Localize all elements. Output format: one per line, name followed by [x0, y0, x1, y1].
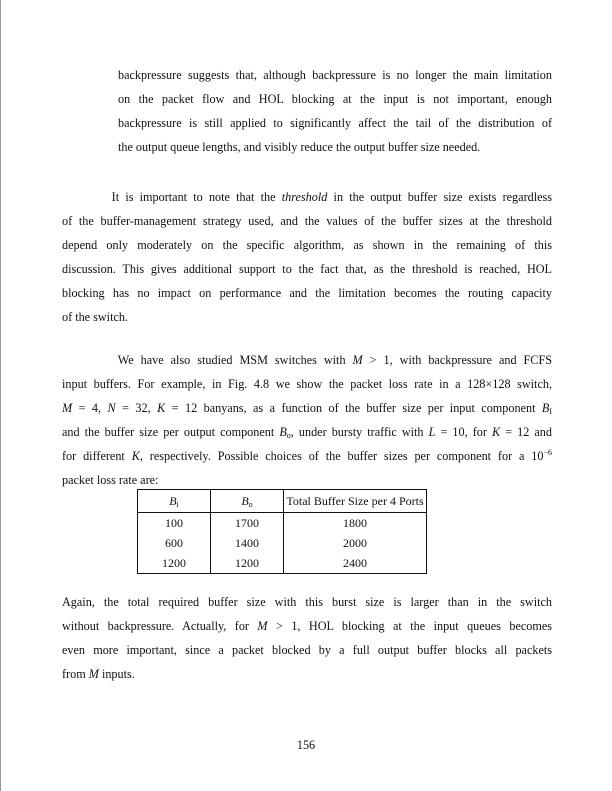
text-segment: > 1, HOL blocking at the input queues becomes	[267, 619, 552, 633]
text-segment: blocking has no impact on performance and the limitation becomes the routing capacity	[62, 286, 552, 300]
table-row	[138, 553, 427, 574]
text-segment: inputs.	[98, 667, 135, 681]
header-bo: $B_o$	[211, 490, 284, 513]
text-line	[62, 594, 552, 610]
text-line	[62, 618, 552, 634]
header-bi: $B_i$	[138, 490, 211, 513]
text-segment: L	[428, 425, 436, 439]
text-segment: M	[88, 667, 99, 681]
table-row	[138, 513, 427, 534]
cell: 1700	[211, 513, 284, 534]
text-segment: for different	[62, 449, 132, 463]
table-header-row	[138, 490, 427, 513]
cell: 2000	[284, 533, 427, 553]
text-segment: and the buffer size per output component	[62, 425, 280, 439]
text-segment: = 4,	[72, 401, 108, 415]
text-line	[118, 67, 552, 83]
text-segment: packet loss rate are:	[62, 473, 159, 487]
table-row	[138, 533, 427, 553]
cell: 600	[138, 533, 211, 553]
text-segment: even more important, since a packet blocked by a full output buffer blocks all packets	[62, 643, 552, 657]
cell: 1200	[211, 553, 284, 574]
text-line	[118, 139, 552, 155]
page-edge	[0, 0, 1, 791]
text-segment: We have also studied MSM switches with	[62, 353, 353, 367]
cell: 1400	[211, 533, 284, 553]
text-line	[62, 309, 552, 325]
text-segment: K	[491, 425, 501, 439]
cell: 100	[138, 513, 211, 534]
cell: 2400	[284, 553, 427, 574]
text-segment: M	[62, 401, 73, 415]
text-segment: depend only moderately on the specific algorithm, as shown in the remaining of this	[62, 238, 552, 252]
text-segment: of the buffer-management strategy used, and the values of the buffer sizes at the threshold	[62, 214, 552, 228]
text-segment: threshold	[281, 190, 328, 204]
text-segment: , respectively. Possible choices of the buffer sizes per component for a 10	[139, 449, 544, 463]
text-line	[118, 115, 552, 131]
text-line	[62, 376, 552, 392]
text-segment: on the packet flow and HOL blocking at the input is not important, enough	[118, 92, 552, 106]
text-segment: I	[549, 407, 553, 416]
text-segment: B	[541, 401, 550, 415]
text-segment: in the output buffer size exists regardless	[327, 190, 552, 204]
text-line	[62, 237, 552, 253]
text-segment: = 12 banyans, as a function of the buffer size per input component	[165, 401, 542, 415]
text-line	[118, 91, 552, 107]
text-line	[62, 424, 552, 440]
text-line	[62, 213, 552, 229]
text-segment: M	[352, 353, 363, 367]
text-segment: = 10, for	[435, 425, 492, 439]
buffer-size-table	[137, 489, 427, 574]
text-segment: discussion. This gives additional support to the fact that, as the threshold is reached, HOL	[62, 262, 552, 276]
text-segment: from	[62, 667, 89, 681]
text-segment: K	[157, 401, 166, 415]
text-segment: K	[131, 449, 140, 463]
text-segment: , under bursty traffic with	[290, 425, 429, 439]
text-line	[62, 400, 552, 416]
text-segment: o	[286, 431, 291, 440]
text-segment: N	[107, 401, 116, 415]
text-segment: input buffers. For example, in Fig. 4.8 we show the packet loss rate in a 128×128 switch,	[62, 377, 552, 391]
text-segment: backpressure is still applied to significantly affect the tail of the distribution of	[118, 116, 552, 130]
cell: 1200	[138, 553, 211, 574]
text-line	[62, 472, 552, 488]
text-segment: = 12 and	[500, 425, 552, 439]
text-segment: = 32,	[115, 401, 158, 415]
text-segment: −6	[543, 448, 552, 457]
text-line	[62, 189, 552, 205]
text-segment: M	[257, 619, 268, 633]
text-segment: It is important to note that the	[62, 190, 282, 204]
text-line	[62, 285, 552, 301]
text-segment: Again, the total required buffer size with this burst size is larger than in the switch	[62, 595, 552, 609]
page-number: 156	[296, 738, 316, 752]
text-line	[62, 642, 552, 658]
text-line	[62, 448, 552, 464]
text-line	[62, 666, 552, 682]
text-segment: the output queue lengths, and visibly reduce the output buffer size needed.	[118, 140, 481, 154]
text-segment: B	[279, 425, 287, 439]
text-segment: > 1, with backpressure and FCFS	[362, 353, 552, 367]
text-segment: backpressure suggests that, although backpressure is no longer the main limitation	[118, 68, 552, 82]
header-total: Total Buffer Size per 4 Ports	[284, 490, 427, 513]
text-line	[62, 352, 552, 368]
cell: 1800	[284, 513, 427, 534]
text-segment: of the switch.	[62, 310, 129, 324]
text-segment: without backpressure. Actually, for	[62, 619, 258, 633]
text-line	[62, 261, 552, 277]
